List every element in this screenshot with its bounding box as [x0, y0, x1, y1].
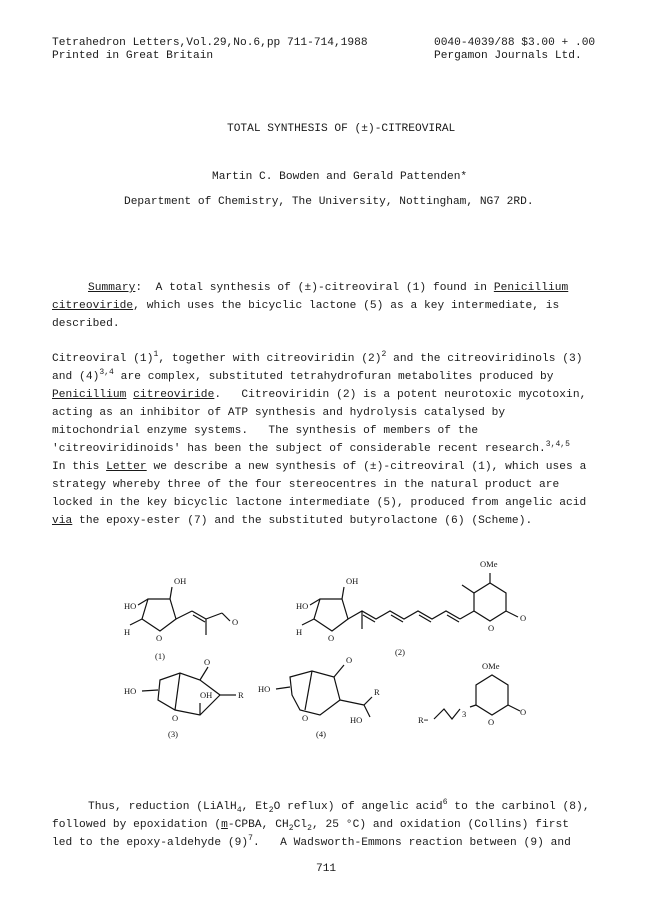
svg-text:R=: R=	[418, 715, 429, 725]
svg-text:R: R	[238, 690, 244, 700]
summary-label: Summary	[88, 282, 136, 294]
svg-text:HO: HO	[124, 601, 137, 611]
publisher: Pergamon Journals Ltd.	[434, 50, 582, 62]
paper-title: TOTAL SYNTHESIS OF (±)-CITREOVIRAL	[227, 123, 456, 135]
svg-text:O: O	[328, 633, 335, 643]
body-line: locked in the key bicyclic lactone intermediate (5), produced from angelic acid	[52, 497, 587, 509]
svg-text:OH: OH	[174, 576, 187, 586]
summary-line-2: citreoviride, which uses the bicyclic lactone (5) as a key intermediate, is	[52, 300, 560, 312]
page-number: 711	[316, 863, 337, 875]
price-code: 0040-4039/88 $3.00 + .00	[434, 37, 596, 49]
svg-text:OMe: OMe	[480, 559, 498, 569]
body-line: Citreoviral $(1)^1$, together with citreoviridin $(2)^2$ and the citreoviridinols (3)	[52, 350, 583, 365]
svg-text:HO: HO	[258, 684, 271, 694]
svg-text:O: O	[488, 717, 495, 727]
body-line: led to the epoxy-aldehyde $(9)^7$. A Wadsworth-Emmons reaction between (9) and	[52, 834, 571, 849]
svg-text:(1): (1)	[155, 651, 165, 661]
body-line: via the epoxy-ester (7) and the substituted butyrolactone (6) (Scheme).	[52, 515, 533, 527]
svg-text:HO: HO	[124, 686, 137, 696]
printed-location: Printed in Great Britain	[52, 50, 214, 62]
svg-text:O: O	[520, 707, 527, 717]
svg-text:O: O	[488, 623, 495, 633]
body-line: followed by epoxidation (m-CPBA, $CH_2Cl_2$, 25 °C) and oxidation (Collins) first	[52, 819, 570, 833]
body-line: In this Letter we describe a new synthesis of (±)-citreoviral (1), which uses a	[52, 461, 587, 473]
svg-text:(4): (4)	[316, 729, 326, 739]
summary-line-3: described.	[52, 318, 120, 330]
svg-text:O: O	[156, 633, 163, 643]
body-line: 'citreoviridinoids' has been the subject of considerable recent research.$^{3,4,5}$	[52, 440, 571, 455]
body-line: and $(4)^{3,4}$ are complex, substituted tetrahydrofuran metabolites produced by	[52, 368, 554, 383]
svg-text:(3): (3)	[168, 729, 178, 739]
svg-text:H: H	[124, 627, 131, 637]
body-line: mitochondrial enzyme systems. The synthesis of members of the	[52, 425, 479, 437]
svg-text:HO: HO	[350, 715, 363, 725]
authors: Martin C. Bowden and Gerald Pattenden*	[212, 171, 468, 183]
journal-citation: Tetrahedron Letters,Vol.29,No.6,pp 711-714,1988	[52, 37, 368, 49]
structure-scheme	[0, 555, 663, 770]
svg-text:OH: OH	[346, 576, 359, 586]
svg-text:O: O	[172, 713, 179, 723]
body-line: Penicillium citreoviride. Citreoviridin (2) is a potent neurotoxic mycotoxin,	[52, 389, 587, 401]
body-line: Thus, reduction (LiAlH$_4$, $Et_2O$ reflux) of angelic acid$^6$ to the carbinol (8),	[88, 798, 590, 815]
svg-text:O: O	[204, 657, 211, 667]
svg-text:O: O	[346, 655, 353, 665]
svg-text:O: O	[520, 613, 527, 623]
body-line: strategy whereby three of the four stereocentres in the natural product are	[52, 479, 560, 491]
svg-text:OH: OH	[200, 690, 213, 700]
svg-text:OMe: OMe	[482, 661, 500, 671]
body-line: acting as an inhibitor of ATP synthesis and hydrolysis catalysed by	[52, 407, 506, 419]
affiliation: Department of Chemistry, The University, Nottingham, NG7 2RD.	[124, 196, 534, 208]
svg-text:HO: HO	[296, 601, 309, 611]
svg-text:O: O	[232, 617, 239, 627]
svg-text:H: H	[296, 627, 303, 637]
svg-text:3: 3	[462, 709, 467, 719]
svg-text:O: O	[302, 713, 309, 723]
svg-text:(2): (2)	[395, 647, 405, 657]
summary-line-1: Summary: A total synthesis of (±)-citreoviral (1) found in Penicillium	[88, 282, 569, 294]
svg-text:R: R	[374, 687, 380, 697]
